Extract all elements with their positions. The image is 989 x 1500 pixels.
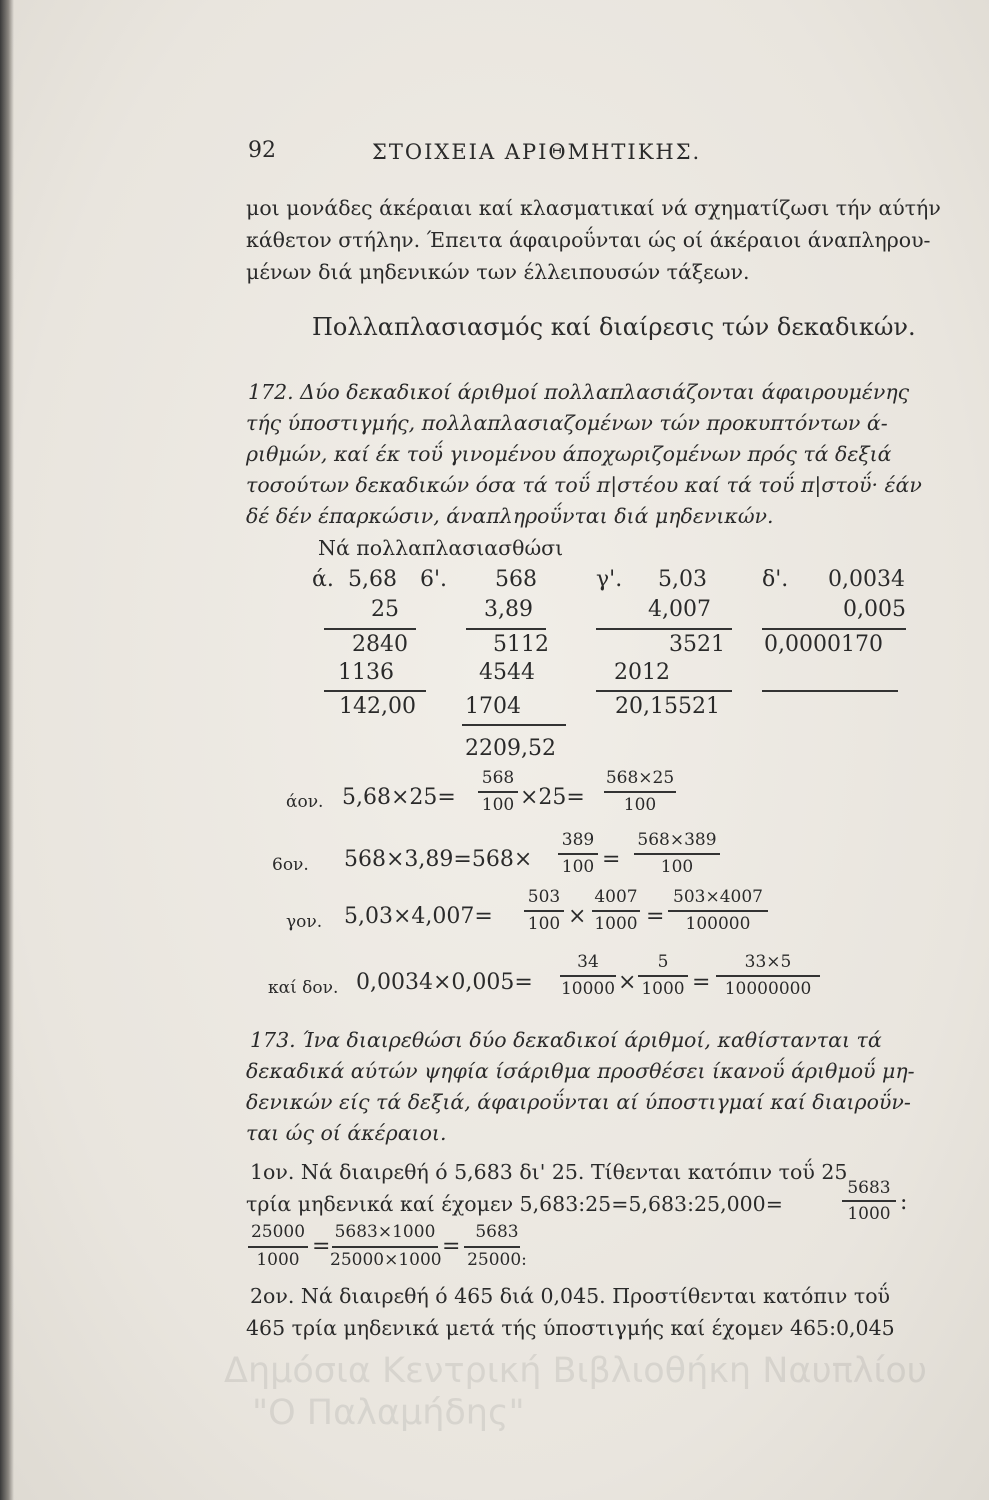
paragraph-173-line: δεκαδικά αύτών ψηφία ίσάριθμα προσθέσει ίκανοΰ άριθμοΰ μη- [246, 1059, 915, 1083]
fraction-bar [668, 910, 768, 912]
example-1-frac-num: 5683 [847, 1178, 891, 1198]
section-heading: Πολλαπλασιασμός καί διαίρεσις τών δεκαδικών. [312, 313, 916, 341]
explanation-b-f2-num: 568×389 [637, 830, 717, 850]
example-c-rule [596, 690, 732, 692]
example-c-p2: 2012 [614, 660, 670, 685]
paragraph-172-line: τής ύποστιγμής, πολλαπλασιαζομένων τών προκυπτόντων ά- [246, 411, 888, 435]
explanation-c-f3-num: 503×4007 [673, 887, 763, 907]
example-d-result: 0,0000170 [764, 632, 883, 657]
explanation-d-eq: = [692, 970, 711, 995]
explanation-a-mid: ×25= [520, 785, 585, 810]
explanation-d-f1-num: 34 [577, 952, 599, 972]
explanation-d-f3-num: 33×5 [744, 952, 792, 972]
example-c-n2: 4,007 [648, 597, 711, 622]
intro-line: μένων διά μηδενικών των έλλειπουσών τάξεων. [246, 260, 750, 284]
example-a-rule [324, 628, 416, 630]
explanation-d-lhs: 0,0034×0,005= [356, 970, 533, 995]
explanation-a-f2-den: 100 [623, 795, 657, 815]
paragraph-173-line: ται ώς οί άκέραιοι. [246, 1121, 447, 1145]
explanation-c-f1-den: 100 [527, 914, 561, 934]
explanation-c-mid: × [568, 904, 587, 929]
explanation-d-label: καί δον. [268, 978, 339, 998]
fraction-bar [716, 975, 820, 977]
example-d-n1: 0,0034 [828, 567, 905, 592]
example-c-result: 20,15521 [615, 694, 720, 719]
example-1-line: τρία μηδενικά καί έχομεν 5,683:25=5,683:25,000= [246, 1192, 783, 1216]
fraction-bar [248, 1246, 308, 1248]
explanation-d-mid: × [618, 970, 637, 995]
fraction-bar [332, 1246, 438, 1248]
example-2-line: 2ον. Νά διαιρεθή ό 465 διά 0,045. Προστίθενται κατόπιν τοΰ [250, 1284, 890, 1308]
example-1-g1-num: 25000 [250, 1222, 306, 1242]
page-spine-shadow [0, 0, 14, 1500]
watermark-line: "Ο Παλαμήδης" [252, 1393, 525, 1433]
example-b-rule [466, 628, 546, 630]
example-a-label: ά. [312, 567, 334, 592]
fraction-bar [638, 975, 688, 977]
example-b-n2: 3,89 [484, 597, 533, 622]
example-a-p2: 1136 [338, 660, 394, 685]
example-a-p1: 2840 [352, 632, 408, 657]
example-1-colon: : [900, 1190, 908, 1215]
paragraph-172-line: ριθμών, καί έκ τοΰ γινομένου άποχωριζομένων πρός τά δεξιά [246, 442, 892, 466]
example-c-n1: 5,03 [658, 567, 707, 592]
fraction-bar [634, 853, 720, 855]
explanation-d-f1-den: 10000 [560, 979, 616, 999]
intro-line: κάθετον στήλην. Έπειτα άφαιροΰνται ώς οί άκέραιοι άναπληρου- [246, 228, 931, 252]
example-c-rule [596, 628, 732, 630]
explanation-b-f1-num: 389 [561, 830, 595, 850]
example-c-p1: 3521 [669, 632, 725, 657]
instruction: Νά πολλαπλασιασθώσι [318, 536, 564, 560]
explanation-b-f2-den: 100 [660, 857, 694, 877]
watermark-line: Δημόσια Κεντρική Βιβλιοθήκη Ναυπλίου [224, 1351, 928, 1391]
example-d-rule [762, 690, 898, 692]
example-1-eq2: = [442, 1234, 461, 1259]
example-b-rule [462, 724, 566, 726]
example-1-g3-num: 5683 [475, 1222, 519, 1242]
example-1-g2-num: 5683×1000 [334, 1222, 436, 1242]
explanation-c-lhs: 5,03×4,007= [344, 904, 493, 929]
fraction-bar [560, 975, 616, 977]
fraction-bar [842, 1200, 896, 1202]
fraction-bar [604, 791, 676, 793]
fraction-bar [464, 1246, 520, 1248]
intro-line: μοι μονάδες άκέραιαι καί κλασματικαί νά σχηματίζωσι τήν αύτήν [246, 196, 941, 220]
explanation-c-label: γον. [286, 912, 323, 932]
example-c-label: γ'. [596, 567, 623, 592]
example-b-n1: 568 [495, 567, 537, 592]
example-b-label: 6'. [420, 567, 448, 592]
example-2-line: 465 τρία μηδενικά μετά τής ύποστιγμής καί έχομεν 465:0,045 [246, 1316, 895, 1340]
explanation-d-f3-den: 10000000 [724, 979, 812, 999]
example-d-rule [762, 628, 906, 630]
fraction-bar [558, 853, 598, 855]
fraction-bar [524, 910, 564, 912]
example-a-rule [324, 690, 426, 692]
example-a-n2: 25 [371, 597, 399, 622]
paragraph-172-line: τοσούτων δεκαδικών όσα τά τοΰ π|στέου καί τά τοΰ π|στοΰ· έάν [246, 473, 922, 497]
example-a-n1: 5,68 [348, 567, 397, 592]
example-d-label: δ'. [762, 567, 789, 592]
explanation-a-f2-num: 568×25 [605, 768, 675, 788]
example-b-p2: 4544 [479, 660, 535, 685]
explanation-c-f3-den: 100000 [685, 914, 751, 934]
example-1-eq1: = [312, 1234, 331, 1259]
paragraph-172-line: δέ δέν έπαρκώσιν, άναπληροΰνται διά μηδενικών. [246, 504, 774, 528]
explanation-b-label: 6ον. [272, 855, 309, 875]
example-1-g2-den: 25000×1000 [330, 1250, 442, 1270]
example-b-p1: 5112 [493, 632, 549, 657]
explanation-a-lhs: 5,68×25= [342, 785, 456, 810]
fraction-bar [592, 910, 640, 912]
example-b-result: 2209,52 [465, 736, 556, 761]
example-a-result: 142,00 [339, 694, 416, 719]
explanation-d-f2-den: 1000 [641, 979, 685, 999]
example-1-frac-den: 1000 [847, 1204, 891, 1224]
example-b-p3: 1704 [465, 694, 521, 719]
explanation-a-f1-den: 100 [481, 795, 515, 815]
paragraph-172-line: 172. Δύο δεκαδικοί άριθμοί πολλαπλασιάζονται άφαιρουμένης [248, 380, 910, 404]
example-d-n2: 0,005 [843, 597, 906, 622]
explanation-c-eq: = [646, 904, 665, 929]
running-title: ΣΤΟΙΧΕΙΑ ΑΡΙΘΜΗΤΙΚΗΣ. [372, 140, 702, 164]
example-1-g3-den: 25000: [467, 1250, 527, 1270]
library-watermark [224, 1350, 984, 1434]
paragraph-173-line: δενικών είς τά δεξιά, άφαιροΰνται αί ύποστιγμαί καί διαιροΰν- [246, 1090, 911, 1114]
explanation-d-f2-num: 5 [657, 952, 669, 972]
explanation-b-mid: = [602, 847, 621, 872]
example-1-line: 1ον. Νά διαιρεθή ό 5,683 δι' 25. Τίθενται κατόπιν τοΰ 25 [250, 1160, 848, 1184]
explanation-a-label: άον. [286, 792, 324, 812]
explanation-c-f2-den: 1000 [594, 914, 638, 934]
explanation-c-f2-num: 4007 [594, 887, 638, 907]
explanation-b-f1-den: 100 [561, 857, 595, 877]
explanation-a-f1-num: 568 [481, 768, 515, 788]
example-1-g1-den: 1000 [256, 1250, 300, 1270]
paragraph-173-line: 173. Ίνα διαιρεθώσι δύο δεκαδικοί άριθμοί, καθίστανται τά [250, 1028, 882, 1052]
explanation-b-lhs: 568×3,89=568× [344, 847, 533, 872]
explanation-c-f1-num: 503 [527, 887, 561, 907]
page-number: 92 [248, 138, 276, 163]
fraction-bar [478, 791, 518, 793]
